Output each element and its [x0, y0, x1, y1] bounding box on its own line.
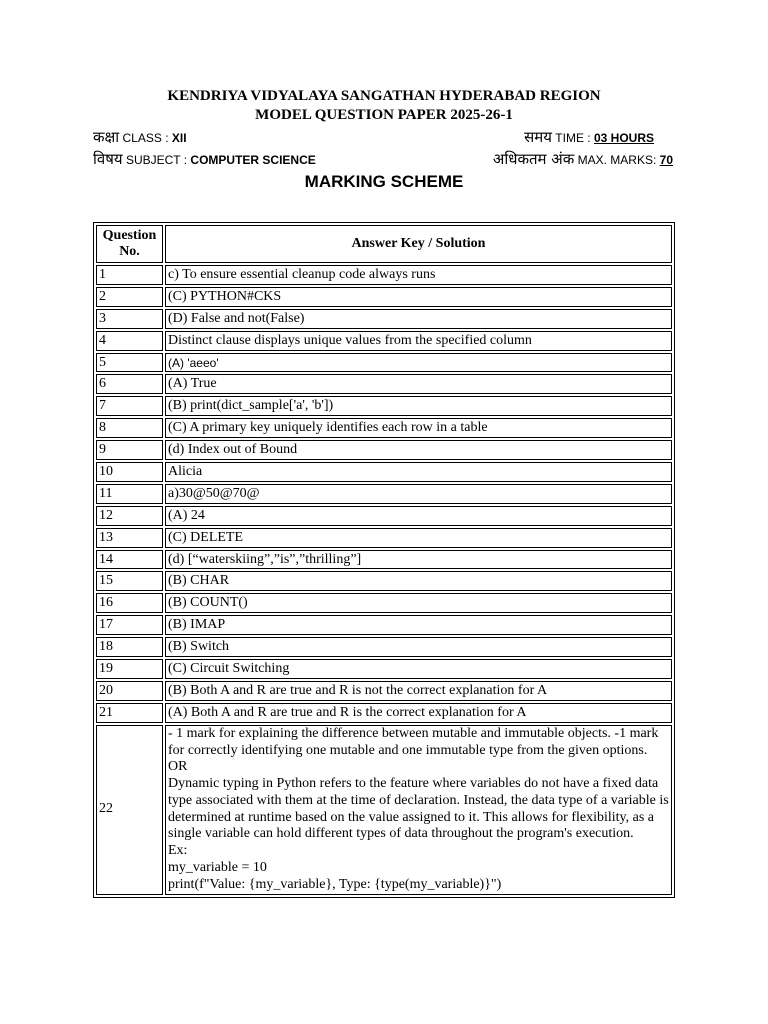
table-row — [96, 374, 672, 394]
answer-text: Alicia — [165, 462, 672, 482]
table-row — [96, 331, 672, 351]
table-row — [96, 506, 672, 526]
answer-line: OR — [168, 759, 188, 775]
answer-text: c) To ensure essential cleanup code always runs — [165, 265, 672, 285]
question-number: 13 — [96, 528, 163, 548]
class-value: XII — [171, 131, 187, 145]
question-number: 2 — [96, 287, 163, 307]
question-number: 1 — [96, 265, 163, 285]
time-label: TIME : — [555, 131, 591, 145]
question-number: 15 — [96, 571, 163, 591]
class-time-row — [93, 127, 675, 149]
table-row — [96, 353, 672, 373]
subject-value: COMPUTER SCIENCE — [190, 153, 316, 167]
answer-text: (B) CHAR — [165, 571, 672, 591]
answer-line: Dynamic typing in Python refers to the feature where variables do not have a fixed data type associated with them at the time of declaration. Instead, the data type of a variable is determined at runtime based on the value assigned to it. This allows for flexibility, as a single variable can hold different types of data throughout the program's execution. — [168, 776, 669, 842]
table-row — [96, 550, 672, 570]
table-row — [96, 462, 672, 482]
answer-text: (A) 'aeeo' — [165, 353, 672, 373]
answer-text: (D) False and not(False) — [165, 309, 672, 329]
time-info — [524, 127, 654, 147]
table-row — [96, 418, 672, 438]
subject-info — [93, 149, 316, 169]
table-row — [96, 615, 672, 635]
table-row — [96, 725, 672, 895]
answer-text: (A) Both A and R are true and R is the correct explanation for A — [165, 703, 672, 723]
answer-key-header: Answer Key / Solution — [165, 225, 672, 263]
answer-text: (B) IMAP — [165, 615, 672, 635]
answer-text: a)30@50@70@ — [165, 484, 672, 504]
subject-label: SUBJECT : — [125, 153, 188, 167]
marks-hindi: अधिकतम अंक — [492, 150, 575, 168]
question-number: 11 — [96, 484, 163, 504]
table-row — [96, 593, 672, 613]
marks-value: 70 — [659, 153, 673, 167]
table-row — [96, 287, 672, 307]
table-row — [96, 681, 672, 701]
question-no-header: Question No. — [96, 225, 163, 263]
answer-text: (B) Both A and R are true and R is not the correct explanation for A — [165, 681, 672, 701]
question-number: 14 — [96, 550, 163, 570]
answer-text: (A) 24 — [165, 506, 672, 526]
answer-key-table — [93, 222, 675, 898]
answer-text: (d) Index out of Bound — [165, 440, 672, 460]
question-number: 22 — [96, 725, 163, 895]
table-row — [96, 265, 672, 285]
table-row — [96, 659, 672, 679]
question-number: 8 — [96, 418, 163, 438]
marking-scheme-title: MARKING SCHEME — [304, 172, 464, 191]
question-number: 12 — [96, 506, 163, 526]
answer-text: (A) True — [165, 374, 672, 394]
question-number: 18 — [96, 637, 163, 657]
table-row — [96, 440, 672, 460]
question-number: 10 — [96, 462, 163, 482]
question-number: 21 — [96, 703, 163, 723]
question-number: 16 — [96, 593, 163, 613]
answer-text: (C) DELETE — [165, 528, 672, 548]
question-number: 3 — [96, 309, 163, 329]
question-number: 5 — [96, 353, 163, 373]
class-info — [93, 127, 187, 147]
table-row — [96, 703, 672, 723]
question-number: 4 — [96, 331, 163, 351]
table-row — [96, 396, 672, 416]
question-number: 9 — [96, 440, 163, 460]
table-row — [96, 571, 672, 591]
answer-line: my_variable = 10 — [168, 860, 267, 876]
answer-line: - 1 mark for explaining the difference between mutable and immutable objects. -1 mark for correctly identifying one mutable and one immutable type from the given options. — [168, 725, 659, 758]
subject-marks-row — [93, 149, 675, 171]
question-number: 19 — [96, 659, 163, 679]
question-number: 6 — [96, 374, 163, 394]
answer-line: Ex: — [168, 843, 188, 859]
answer-line: print(f"Value: {my_variable}, Type: {type(my_variable)}") — [168, 876, 502, 892]
table-row — [96, 528, 672, 548]
answer-text — [165, 725, 672, 895]
table-row — [96, 484, 672, 504]
question-number: 20 — [96, 681, 163, 701]
time-value: 03 HOURS — [593, 131, 654, 145]
answer-text: (B) print(dict_sample['a', 'b']) — [165, 396, 672, 416]
subject-hindi: विषय — [93, 150, 123, 168]
answer-text: (C) Circuit Switching — [165, 659, 672, 679]
class-hindi: कक्षा — [93, 128, 120, 146]
answer-text: Distinct clause displays unique values from the specified column — [165, 331, 672, 351]
table-body — [96, 265, 672, 895]
table-row — [96, 309, 672, 329]
answer-text: (C) PYTHON#CKS — [165, 287, 672, 307]
paper-title: MODEL QUESTION PAPER 2025-26-1 — [255, 107, 513, 123]
question-number: 7 — [96, 396, 163, 416]
answer-text: (d) [“waterskiing”,”is”,”thrilling”] — [165, 550, 672, 570]
marks-info — [493, 149, 673, 169]
question-number: 17 — [96, 615, 163, 635]
school-name: KENDRIYA VIDYALAYA SANGATHAN HYDERABAD REGION — [167, 88, 601, 104]
table-row — [96, 637, 672, 657]
class-label: CLASS : — [122, 131, 169, 145]
time-hindi: समय — [524, 128, 552, 146]
answer-text: (B) Switch — [165, 637, 672, 657]
marks-label: MAX. MARKS: — [577, 153, 657, 167]
answer-text: (C) A primary key uniquely identifies each row in a table — [165, 418, 672, 438]
table-header-row — [96, 225, 672, 263]
answer-text: (B) COUNT() — [165, 593, 672, 613]
